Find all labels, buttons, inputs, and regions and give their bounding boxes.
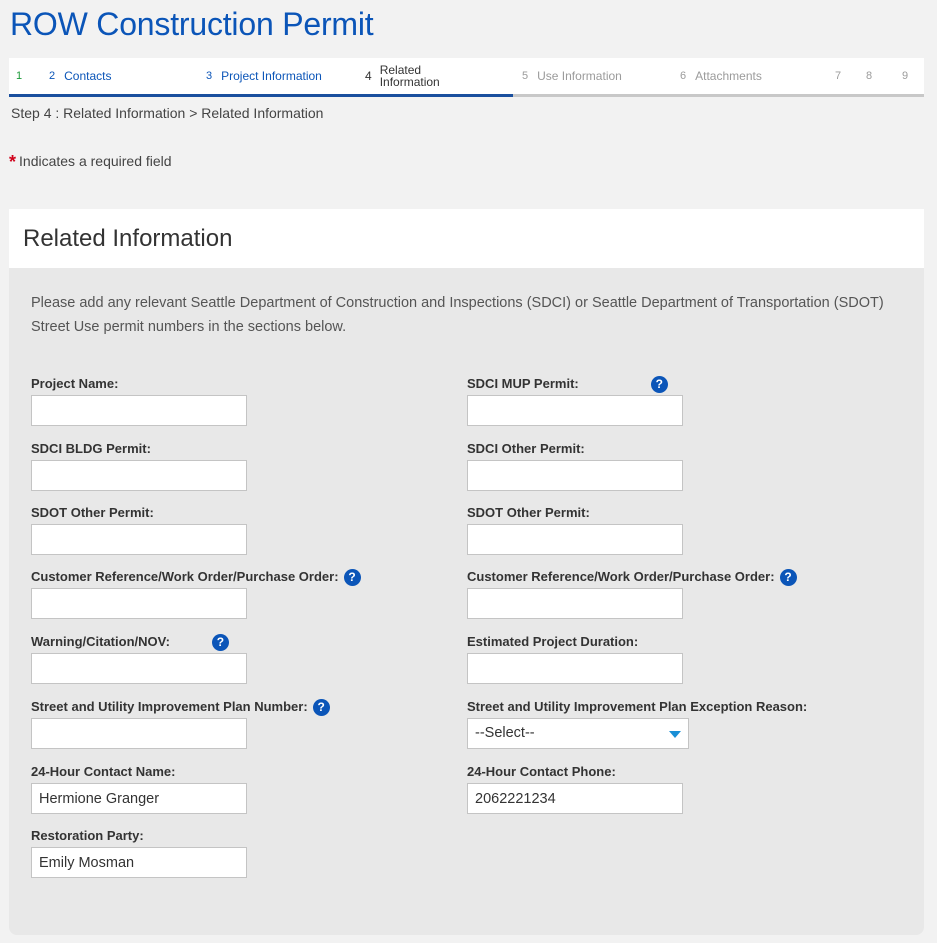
suip-exception-select[interactable] [467, 718, 689, 749]
field-label-row [467, 568, 797, 586]
help-icon[interactable]: ? [212, 634, 229, 651]
step-number: 6 [680, 70, 687, 82]
field-label: 24-Hour Contact Name: [31, 764, 176, 779]
field-label: SDCI MUP Permit: [467, 376, 579, 391]
sdot-other-permit-field-2 [467, 504, 683, 555]
sdci-other-input[interactable] [467, 460, 683, 491]
field-label: SDCI BLDG Permit: [31, 441, 151, 456]
step-number: 8 [866, 70, 873, 82]
restoration-party-field [31, 827, 247, 878]
step-7[interactable] [835, 58, 850, 94]
step-6-attachments[interactable] [680, 58, 762, 94]
help-icon[interactable]: ? [780, 569, 797, 586]
sdci-mup-field [467, 375, 683, 426]
step-number: 4 [365, 69, 372, 83]
warning-citation-input[interactable] [31, 653, 247, 684]
field-label-row [31, 633, 247, 651]
field-label: SDOT Other Permit: [31, 505, 154, 520]
step-label: Contacts [64, 69, 112, 83]
required-note-text: Indicates a required field [19, 153, 172, 169]
step-number: 3 [206, 70, 213, 82]
step-9[interactable] [902, 58, 917, 94]
contact-phone-field [467, 763, 683, 814]
field-label: Restoration Party: [31, 828, 144, 843]
sdot-other-permit-input-2[interactable] [467, 524, 683, 555]
field-label: Customer Reference/Work Order/Purchase Order: [31, 569, 339, 584]
suip-exception-field [467, 698, 807, 749]
customer-reference-field-2 [467, 568, 797, 619]
step-progress-bar [9, 94, 513, 97]
help-icon[interactable]: ? [651, 376, 668, 393]
step-label: Related Information [379, 63, 440, 89]
sdot-other-permit-field [31, 504, 247, 555]
suip-number-field [31, 698, 330, 749]
field-label: SDCI Other Permit: [467, 441, 585, 456]
step-4-related-information[interactable] [365, 58, 450, 94]
customer-reference-input[interactable] [31, 588, 247, 619]
suip-number-input[interactable] [31, 718, 247, 749]
step-2-contacts[interactable] [49, 58, 111, 94]
warning-citation-field [31, 633, 247, 684]
panel-header [9, 209, 924, 268]
step-label: Project Information [221, 69, 322, 83]
sdot-other-permit-input[interactable] [31, 524, 247, 555]
project-name-input[interactable] [31, 395, 247, 426]
related-information-panel [9, 209, 924, 935]
step-number: 1 [16, 70, 23, 82]
field-label: Warning/Citation/NOV: [31, 634, 170, 649]
restoration-party-input[interactable] [31, 847, 247, 878]
field-label: Estimated Project Duration: [467, 634, 639, 649]
section-title: Related Information [23, 224, 233, 252]
field-label-row [467, 375, 683, 393]
project-name-field [31, 375, 247, 426]
contact-phone-input[interactable] [467, 783, 683, 814]
required-field-note [9, 152, 172, 173]
step-label: Use Information [537, 69, 622, 83]
customer-reference-field [31, 568, 361, 619]
field-label: Street and Utility Improvement Plan Exception Reason: [467, 699, 808, 714]
step-3-project-information[interactable] [206, 58, 322, 94]
step-label: Attachments [695, 69, 762, 83]
sdci-other-field [467, 440, 683, 491]
field-label: Customer Reference/Work Order/Purchase Order: [467, 569, 775, 584]
step-number: 7 [835, 70, 842, 82]
field-label: Street and Utility Improvement Plan Number: [31, 699, 308, 714]
required-asterisk: * [9, 152, 17, 172]
step-navigation [9, 58, 924, 97]
help-icon[interactable]: ? [313, 699, 330, 716]
section-intro: Please add any relevant Seattle Department of Construction and Inspections (SDCI) or Seattle Department of Transportation (SDOT) Street Use permit numbers in the sections below. [31, 295, 884, 335]
customer-reference-input-2[interactable] [467, 588, 683, 619]
field-label-row [31, 568, 361, 586]
panel-body [9, 268, 924, 935]
field-label: Project Name: [31, 376, 119, 391]
field-label-row [31, 698, 330, 716]
step-5-use-information[interactable] [522, 58, 622, 94]
step-1[interactable] [16, 58, 31, 94]
breadcrumb: Step 4 : Related Information > Related Information [11, 105, 324, 121]
contact-name-field [31, 763, 247, 814]
step-number: 2 [49, 70, 56, 82]
estimated-duration-field [467, 633, 683, 684]
step-8[interactable] [866, 58, 881, 94]
sdci-bldg-input[interactable] [31, 460, 247, 491]
step-number: 5 [522, 70, 529, 82]
field-label: SDOT Other Permit: [467, 505, 590, 520]
help-icon[interactable]: ? [344, 569, 361, 586]
page-title: ROW Construction Permit [10, 6, 374, 42]
select-value: --Select-- [475, 725, 535, 741]
sdci-bldg-field [31, 440, 247, 491]
step-number: 9 [902, 70, 909, 82]
field-label: 24-Hour Contact Phone: [467, 764, 616, 779]
sdci-mup-input[interactable] [467, 395, 683, 426]
contact-name-input[interactable] [31, 783, 247, 814]
chevron-down-icon [669, 731, 681, 738]
estimated-duration-input[interactable] [467, 653, 683, 684]
